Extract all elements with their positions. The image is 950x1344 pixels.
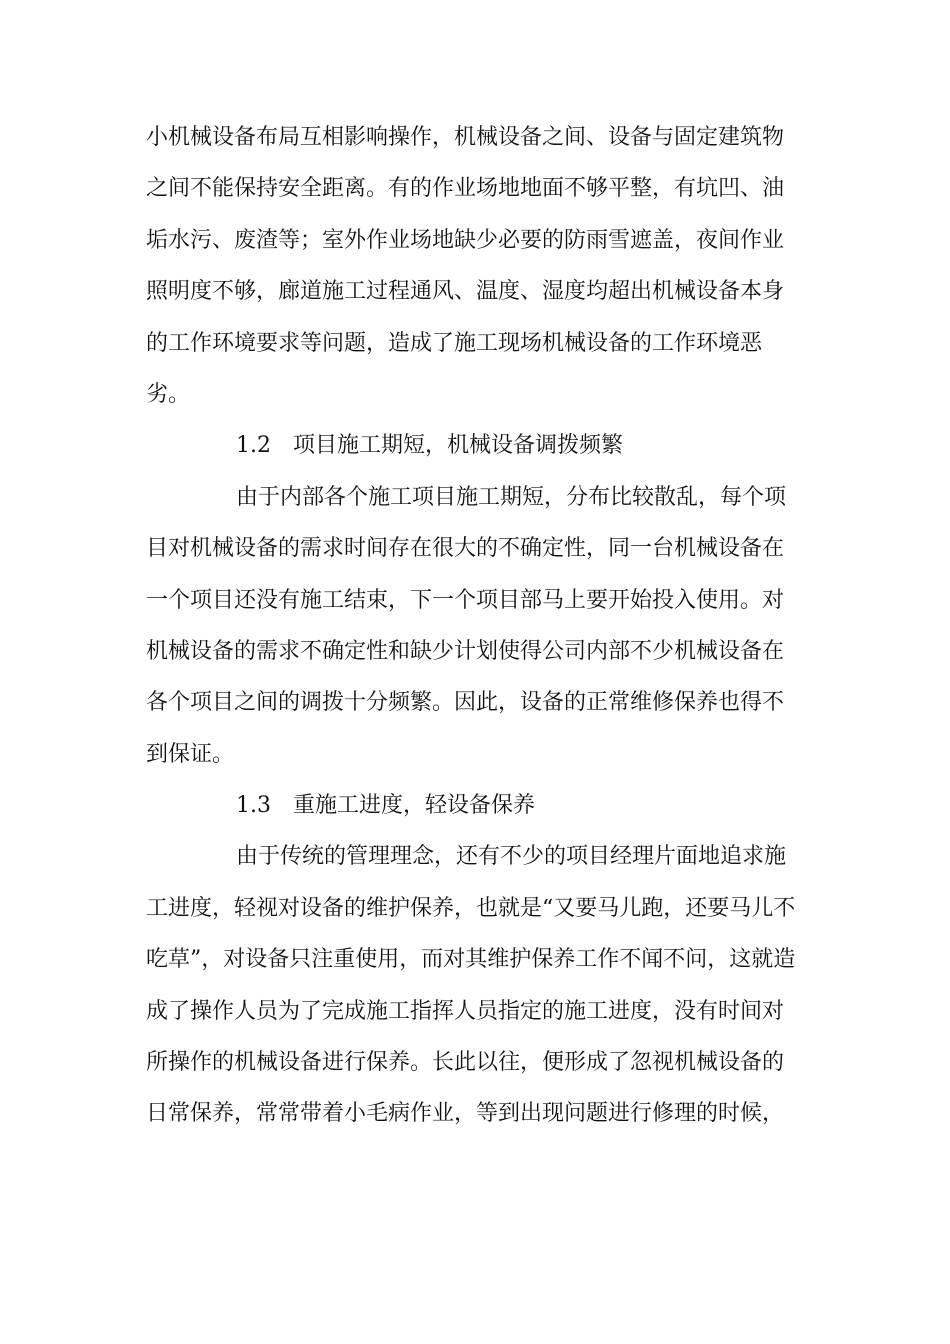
text-line: 照明度不够，廊道施工过程通风、温度、湿度均超出机械设备本身 xyxy=(146,279,785,305)
section-heading-1-3: 1.3 重施工进度，轻设备保养 xyxy=(236,793,535,819)
text-line: 工进度，轻视对设备的维护保养，也就是“又要马儿跑，还要马儿不 xyxy=(146,895,796,921)
section-heading-1-2: 1.2 项目施工期短，机械设备调拨频繁 xyxy=(236,433,623,459)
text-line: 所操作的机械设备进行保养。长此以往，便形成了忽视机械设备的 xyxy=(146,1050,785,1076)
text-line: 目对机械设备的需求时间存在很大的不确定性，同一台机械设备在 xyxy=(146,536,785,562)
text-line: 的工作环境要求等问题，造成了施工现场机械设备的工作环境恶 xyxy=(146,330,763,356)
text-line: 一个项目还没有施工结束，下一个项目部马上要开始投入使用。对 xyxy=(146,587,785,613)
paragraph-first-line: 由于内部各个施工项目施工期短，分布比较散乱，每个项 xyxy=(236,484,787,510)
text-line: 小机械设备布局互相影响操作，机械设备之间、设备与固定建筑物 xyxy=(146,125,785,150)
text-line: 吃草”，对设备只注重使用，而对其维护保养工作不闻不问，这就造 xyxy=(146,947,796,973)
text-line: 各个项目之间的调拨十分频繁。因此，设备的正常维修保养也得不 xyxy=(146,690,785,716)
text-line: 垢水污、废渣等；室外作业场地缺少必要的防雨雪遮盖，夜间作业 xyxy=(146,227,785,253)
document-body xyxy=(146,112,806,1140)
paragraph-first-line: 由于传统的管理理念，还有不少的项目经理片面地追求施 xyxy=(236,844,787,870)
text-line: 到保证。 xyxy=(146,741,235,767)
text-line: 之间不能保持安全距离。有的作业场地地面不够平整，有坑凹、油 xyxy=(146,176,785,202)
text-line: 成了操作人员为了完成施工指挥人员指定的施工进度，没有时间对 xyxy=(146,998,785,1024)
text-line: 日常保养，常常带着小毛病作业，等到出现问题进行修理的时候， xyxy=(146,1101,785,1127)
text-line: 劣。 xyxy=(146,381,191,407)
text-line: 机械设备的需求不确定性和缺少计划使得公司内部不少机械设备在 xyxy=(146,638,785,664)
